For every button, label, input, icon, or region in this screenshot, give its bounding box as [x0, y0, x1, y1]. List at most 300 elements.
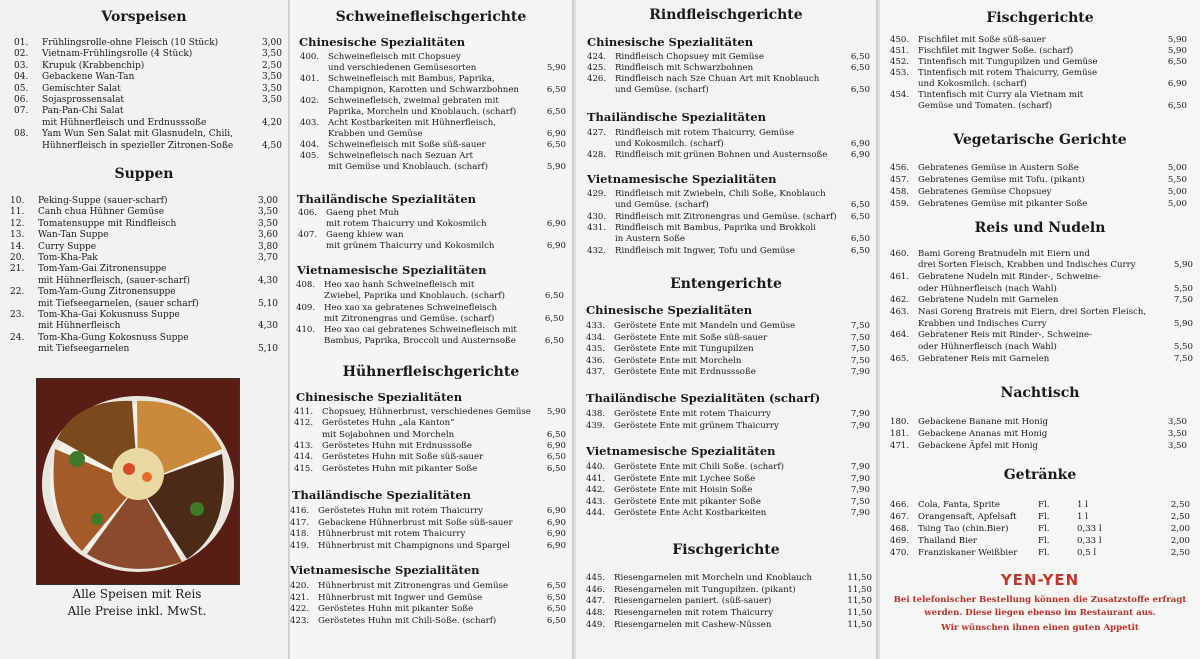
menu-item: [587, 189, 870, 212]
item-number: 180.: [890, 417, 910, 427]
item-name: Gebratene Nudeln mit Garnelen: [918, 295, 1059, 306]
item-price: 5,90: [546, 162, 566, 172]
item-name: Gaeng khiew wan: [326, 230, 404, 240]
subtitle-ente-viet: Vietnamesische Spezialitäten: [586, 444, 776, 458]
section-title-vorspeisen: Vorspeisen: [101, 9, 187, 25]
item-name: Geröstete Ente mit Hoisin Soße: [614, 485, 753, 496]
item-number: 08.: [14, 129, 29, 140]
item-name-line2: oder Hühnerfleisch (nach Wahl): [918, 341, 1057, 352]
item-name: Geröstete Ente mit Mandeln und Gemüse: [614, 321, 796, 331]
item-number: 470.: [890, 548, 910, 558]
item-name: Geröstetes Huhn mit Chili-Soße. (scharf): [318, 615, 497, 626]
item-number: 446.: [586, 584, 606, 595]
item-number: 407.: [298, 230, 318, 240]
item-price: 6,90: [546, 219, 566, 229]
item-number: 02.: [14, 49, 29, 60]
item-price: 11,50: [847, 619, 872, 630]
item-price: 5,00: [1167, 187, 1187, 197]
item-name: Gebackene Ananas mit Honig: [918, 429, 1048, 439]
item-price: 2,00: [1170, 536, 1190, 546]
item-name: Gebratenes Gemüse mit Tofu. (pikant): [918, 175, 1085, 185]
item-name: Rindfleisch nach Sze Chuan Art mit Knoblauch: [615, 74, 820, 84]
item-name: Geröstete Ente mit pikanter Soße: [614, 496, 761, 507]
item-price: 6,50: [1167, 101, 1187, 111]
menu-panel-4: [880, 0, 1200, 659]
menu-item: [586, 356, 870, 368]
item-price: 4,30: [257, 321, 278, 332]
menu-item: [587, 223, 870, 246]
item-name: Franziskaner Weißbier: [918, 548, 1018, 558]
item-name-line2: Hühnerfleisch in spezieller Zitronen-Soße: [42, 140, 234, 151]
item-price: 4,50: [261, 140, 282, 151]
item-name: Hühnerbrust mit Champignons und Spargel: [318, 540, 510, 551]
item-price: 5,50: [1173, 341, 1193, 352]
item-name-line2: mit Zitronengras und Gemüse. (scharf): [324, 313, 495, 324]
item-number: 13.: [10, 230, 25, 241]
item-price: 6,50: [544, 313, 564, 324]
item-name-line2: mit Hühnerfleisch und Erdnusssoße: [42, 117, 207, 128]
item-name-line2: Bambus, Paprika, Broccoli und Austernsoße: [324, 336, 516, 346]
item-price: 6,90: [850, 150, 870, 160]
section-title-ente: Entengerichte: [670, 276, 782, 292]
item-number: 03.: [14, 60, 29, 71]
item-number: 403.: [300, 118, 320, 128]
menu-item: [290, 529, 566, 541]
item-number: 456.: [890, 163, 910, 173]
item-number: 400.: [300, 52, 320, 62]
item-name: Rindfleisch mit rotem Thaicurry, Gemüse: [615, 128, 795, 138]
section-title-vegetarisch: Vegetarische Gerichte: [953, 132, 1127, 148]
item-number: 404.: [300, 140, 320, 150]
menu-item: [890, 295, 1193, 306]
menu-item: [10, 196, 278, 207]
item-number: 430.: [587, 211, 607, 222]
caption-prices: Alle Preise inkl. MwSt.: [67, 604, 207, 618]
item-price: 3,50: [261, 49, 282, 60]
item-name: Gaeng phet Muh: [326, 208, 400, 218]
item-price: 3,50: [1167, 429, 1187, 439]
item-name: Tom-Kha-Gung Kokosnuss Suppe: [38, 332, 189, 343]
subtitle-schwein-thai: Thailändische Spezialitäten: [297, 192, 476, 206]
section-title-huhn: Hühnerfleischgerichte: [342, 364, 520, 380]
item-number: 07.: [14, 106, 29, 117]
item-name-line2: mit grünem Thaicurry und Kokosmilch: [326, 241, 495, 251]
item-number: 411.: [294, 407, 314, 417]
menu-item: [298, 230, 566, 252]
item-price: 11,50: [847, 596, 872, 607]
menu-item: [290, 616, 566, 628]
section-title-nachtisch: Nachtisch: [1000, 385, 1080, 401]
menu-item: [294, 452, 566, 463]
menu-item: [14, 38, 282, 49]
menu-item: [890, 162, 1187, 174]
item-name: Canh chua Hühner Gemüse: [38, 207, 165, 218]
item-number: 459.: [890, 199, 910, 209]
subtitle-huhn-viet: Vietnamesische Spezialitäten: [290, 563, 480, 577]
menu-item: [300, 118, 566, 140]
item-number: 422.: [290, 604, 310, 615]
item-number: 469.: [890, 536, 910, 546]
item-name: Sojasprossensalat: [42, 95, 125, 105]
menu-item: [890, 57, 1187, 68]
menu-item: [300, 140, 566, 151]
menu-item: [586, 596, 872, 608]
notice-line-3: Wir wünschen ihnen einen guten Appetit: [941, 623, 1139, 633]
item-name: Wan-Tan Suppe: [38, 230, 109, 241]
item-name: Tom-Yam-Gai Zitronensuppe: [38, 264, 167, 275]
item-name: Heo xao cai gebratenes Schweinefleisch mit: [324, 325, 517, 335]
menu-panel-3: [576, 0, 876, 659]
item-name: Geröstete Ente mit Chili Soße. (scharf): [614, 462, 784, 472]
item-name-line2: und Kokosmilch. (scharf): [615, 139, 724, 149]
item-volume: 1 l: [1077, 500, 1088, 510]
item-number: 419.: [290, 540, 310, 551]
menu-item: [890, 511, 1190, 523]
item-price: 11,50: [847, 584, 872, 595]
menu-item: [10, 333, 278, 356]
item-name: Hühnerbrust mit Ingwer und Gemüse: [318, 592, 483, 603]
item-price: 7,90: [850, 462, 870, 472]
item-name: Rindfleisch mit Schwarzbohnen: [615, 63, 754, 73]
item-volume: 1 l: [1077, 512, 1088, 522]
subtitle-ente-thai: Thailändische Spezialitäten (scharf): [586, 391, 821, 405]
item-price: 6,50: [544, 336, 564, 346]
item-number: 24.: [10, 332, 25, 343]
item-number: 463.: [890, 307, 910, 318]
item-number: 449.: [586, 619, 606, 630]
menu-item: [890, 272, 1193, 295]
item-price: 6,50: [1167, 57, 1187, 67]
item-name-line2: mit Tiefseegarnelen: [38, 344, 130, 355]
menu-item: [890, 249, 1193, 272]
item-name-line2: drei Sorten Fleisch, Krabben und Indisches Curry: [918, 260, 1136, 271]
item-name: Tomatensuppe mit Rindfleisch: [38, 218, 177, 229]
menu-item: [586, 620, 872, 632]
menu-item: [10, 264, 278, 287]
item-price: 6,90: [546, 529, 566, 540]
restaurant-logo: YEN-YEN: [1000, 571, 1080, 589]
item-price: 3,50: [261, 72, 282, 83]
item-name: Hühnerbrust mit Zitronengras und Gemüse: [318, 581, 509, 591]
item-name-line2: Zwiebel, Paprika und Knoblauch. (scharf): [324, 291, 505, 301]
menu-item: [586, 321, 870, 333]
item-price: 6,50: [546, 592, 566, 603]
item-price: 6,90: [546, 241, 566, 251]
item-name: Gebratenes Gemüse mit pikanter Soße: [918, 199, 1088, 209]
item-price: 6,90: [546, 506, 566, 516]
item-number: 460.: [890, 249, 910, 259]
menu-item: [14, 95, 282, 106]
item-name-line2: und Kokosmilch. (scharf): [918, 79, 1027, 89]
item-price: 5,90: [1173, 260, 1193, 271]
item-price: 6,50: [850, 63, 870, 73]
item-price: 4,30: [257, 275, 278, 286]
menu-item: [586, 485, 870, 497]
menu-item: [890, 46, 1187, 57]
item-price: 7,50: [1173, 353, 1193, 364]
item-price: 3,70: [257, 253, 278, 263]
menu-item: [890, 198, 1187, 210]
menu-item: [586, 585, 872, 597]
menu-item: [14, 49, 282, 60]
menu-item: [294, 407, 566, 418]
item-price: 6,90: [546, 517, 566, 528]
item-price: 6,90: [850, 139, 870, 149]
item-name: Geröstete Ente mit rotem Thaicurry: [614, 409, 771, 419]
item-number: 444.: [586, 508, 606, 519]
menu-item: [296, 325, 564, 347]
item-container: Fl.: [1038, 548, 1050, 558]
item-name: Geröstete Ente mit grünem Thaicurry: [614, 420, 779, 431]
item-number: 14.: [10, 241, 25, 252]
subtitle-rind-viet: Vietnamesische Spezialitäten: [587, 172, 777, 186]
item-number: 427.: [587, 128, 607, 138]
item-name: Cola, Fanta, Sprite: [918, 500, 1000, 510]
item-name: Geröstete Ente mit Morcheln: [614, 355, 742, 366]
menu-item: [890, 90, 1187, 112]
item-name: Yam Wun Sen Salat mit Glasnudeln, Chili,: [42, 129, 233, 140]
subtitle-rind-thai: Thailändische Spezialitäten: [587, 110, 766, 124]
item-price: 11,50: [847, 573, 872, 583]
menu-item: [294, 441, 566, 452]
item-price: 3,00: [261, 38, 282, 48]
section-title-reis-nudeln: Reis und Nudeln: [974, 220, 1106, 236]
item-price: 2,00: [1170, 524, 1190, 534]
menu-item: [586, 462, 870, 474]
notice-line-1: Bei telefonischer Bestellung können die Zusatzstoffe erfragt: [893, 595, 1187, 605]
item-price: 6,50: [850, 85, 870, 95]
menu-item: [890, 535, 1190, 547]
menu-item: [290, 541, 566, 553]
item-number: 457.: [890, 175, 910, 185]
subtitle-rind-chin: Chinesische Spezialitäten: [587, 35, 754, 49]
item-volume: 0,5 l: [1077, 548, 1097, 558]
item-price: 5,00: [1167, 163, 1187, 173]
item-number: 418.: [290, 529, 310, 540]
menu-item: [14, 106, 282, 129]
item-price: 7,50: [850, 496, 870, 507]
menu-item: [587, 52, 870, 63]
item-name: Schweinefleisch mit Soße süß-sauer: [328, 140, 486, 150]
item-name: Tintenfisch mit rotem Thaicurry, Gemüse: [918, 68, 1098, 78]
menu-item: [290, 581, 566, 593]
item-price: 6,50: [546, 452, 566, 463]
item-name: Tom-Kha-Gai Kokusnuss Suppe: [38, 310, 180, 320]
item-name: Gebackene Hühnerbrust mit Soße süß-sauer: [318, 517, 513, 528]
item-number: 408.: [296, 280, 316, 290]
item-name: Tintenfisch mit Curry ala Vietnam mit: [918, 90, 1084, 100]
item-name: Geröstetes Huhn mit Soße süß-sauer: [322, 452, 484, 463]
subtitle-huhn-chin: Chinesische Spezialitäten: [296, 390, 463, 404]
item-number: 01.: [14, 38, 29, 48]
item-number: 425.: [587, 63, 607, 73]
item-name: Hühnerbrust mit rotem Thaicurry: [318, 529, 466, 540]
menu-item: [890, 174, 1187, 186]
menu-item: [890, 428, 1187, 440]
item-number: 466.: [890, 500, 910, 510]
item-name: Gebackene Wan-Tan: [42, 72, 135, 83]
item-name: Riesengarnelen mit Tungupilzen. (pikant): [614, 584, 796, 595]
menu-panel-2: [290, 0, 572, 659]
item-name: Fischfilet mit Soße süß-sauer: [918, 35, 1046, 45]
item-price: 3,60: [257, 230, 278, 241]
item-name: Gebratener Reis mit Rinder-, Schweine-: [918, 330, 1092, 341]
item-price: 3,50: [257, 218, 278, 229]
item-number: 453.: [890, 68, 910, 78]
section-title-getraenke: Getränke: [1003, 467, 1077, 483]
menu-item: [10, 242, 278, 253]
item-number: 417.: [290, 517, 310, 528]
item-name-line2: mit Hühnerfleisch: [38, 321, 121, 332]
item-name-line2: mit Tiefseegarnelen, (sauer scharf): [38, 298, 199, 309]
item-price: 7,50: [850, 355, 870, 366]
item-number: 415.: [294, 463, 314, 474]
item-number: 458.: [890, 187, 910, 197]
item-name: Riesengarnelen mit Cashew-Nüssen: [614, 619, 772, 630]
item-number: 428.: [587, 150, 607, 160]
item-name: Schweinefleisch mit Chopsuey: [328, 52, 461, 62]
menu-item: [586, 474, 870, 486]
item-number: 414.: [294, 452, 314, 463]
item-number: 437.: [586, 367, 606, 378]
item-price: 6,50: [546, 615, 566, 626]
menu-item: [294, 464, 566, 475]
item-number: 429.: [587, 189, 607, 199]
item-number: 467.: [890, 512, 910, 522]
item-number: 436.: [586, 355, 606, 366]
item-number: 441.: [586, 473, 606, 484]
section-title-schwein: Schweinefleischgerichte: [335, 9, 527, 25]
item-number: 05.: [14, 83, 29, 94]
item-price: 7,90: [850, 409, 870, 419]
menu-item: [14, 129, 282, 152]
menu-item: [10, 310, 278, 333]
item-price: 5,50: [1173, 283, 1193, 294]
item-price: 5,90: [1173, 318, 1193, 329]
item-price: 3,50: [1167, 417, 1187, 427]
item-name: Gebratene Nudeln mit Rinder-, Schweine-: [918, 272, 1102, 283]
item-price: 5,90: [1167, 46, 1187, 56]
item-name: Geröstetes Huhn mit Erdnusssoße: [322, 440, 472, 451]
menu-item: [890, 354, 1193, 365]
menu-item: [14, 72, 282, 83]
menu-item: [586, 573, 872, 585]
item-number: 06.: [14, 95, 29, 105]
item-price: 6,50: [546, 140, 566, 150]
item-name: Orangensaft, Apfelsaft: [918, 512, 1017, 522]
item-number: 465.: [890, 353, 910, 364]
item-name: Geröstetes Huhn „ala Kanton“: [322, 418, 455, 429]
item-name: Schweinefleisch mit Bambus, Paprika,: [328, 74, 495, 84]
item-number: 421.: [290, 592, 310, 603]
menu-item: [300, 52, 566, 74]
item-volume: 0,33 l: [1077, 524, 1102, 534]
item-name: Heo xao xa gebratenes Schweinefleisch: [324, 302, 498, 313]
item-price: 6,50: [850, 52, 870, 62]
item-name: Rindfleisch mit Zitronengras und Gemüse. (scharf): [615, 211, 837, 222]
item-name: Schweinefleisch, zweimal gebraten mit: [328, 96, 499, 106]
menu-item: [290, 518, 566, 530]
menu-item: [290, 593, 566, 605]
item-number: 11.: [10, 207, 25, 218]
item-number: 413.: [294, 440, 314, 451]
item-number: 433.: [586, 321, 606, 331]
item-price: 11,50: [847, 608, 872, 619]
subtitle-schwein-chin: Chinesische Spezialitäten: [299, 35, 466, 49]
item-name: Gebratenes Gemüse in Austern Soße: [918, 163, 1079, 173]
item-number: 471.: [890, 441, 910, 451]
item-number: 402.: [300, 96, 320, 106]
item-number: 420.: [290, 581, 310, 591]
item-name: Gebratenes Gemüse Chopsuey: [918, 187, 1052, 197]
menu-item: [586, 409, 870, 421]
menu-item: [890, 499, 1190, 511]
menu-item: [294, 418, 566, 441]
menu-item: [300, 96, 566, 118]
menu-item: [296, 280, 564, 302]
item-name: Rindfleisch mit grünen Bohnen und Austernsoße: [615, 150, 828, 160]
menu-item: [14, 61, 282, 72]
item-name: Schweinefleisch nach Sezuan Art: [328, 151, 474, 161]
menu-panel-1: [0, 0, 288, 659]
item-name: Geröstete Ente Acht Kostbarkeiten: [614, 508, 767, 519]
item-name-line2: mit Gemüse und Knoblauch. (scharf): [328, 162, 488, 172]
item-number: 438.: [586, 409, 606, 419]
item-name: Rindfleisch Chopsuey mit Gemüse: [615, 52, 764, 62]
item-name: Geröstete Ente mit Lychee Soße: [614, 473, 756, 484]
menu-item: [587, 150, 870, 161]
menu-item: [890, 186, 1187, 198]
item-name: Gebackene Banane mit Honig: [918, 417, 1049, 427]
item-price: 6,90: [546, 440, 566, 451]
menu-item: [890, 307, 1193, 330]
item-number: 20.: [10, 253, 25, 263]
item-price: 6,50: [850, 245, 870, 256]
item-price: 7,50: [850, 321, 870, 331]
menu-item: [300, 74, 566, 96]
item-number: 442.: [586, 485, 606, 496]
item-name: Geröstete Ente mit Erdnusssoße: [614, 367, 756, 378]
item-price: 6,50: [546, 429, 566, 440]
item-name: Pan-Pan-Chi Salat: [42, 106, 124, 117]
item-name: Geröstetes Huhn mit rotem Thaicurry: [318, 506, 484, 516]
item-number: 439.: [586, 420, 606, 431]
menu-item: [890, 547, 1190, 559]
item-number: 181.: [890, 429, 910, 439]
menu-item: [890, 416, 1187, 428]
menu-item: [890, 68, 1187, 90]
item-price: 5,90: [546, 63, 566, 73]
item-price: 2,50: [1170, 500, 1190, 510]
item-name-line2: mit rotem Thaicurry und Kokosmilch: [326, 219, 487, 229]
item-number: 406.: [298, 208, 318, 218]
item-container: Fl.: [1038, 536, 1050, 546]
menu-item: [10, 287, 278, 310]
item-number: 435.: [586, 344, 606, 355]
item-number: 445.: [586, 573, 606, 583]
section-title-fisch-2: Fischgerichte: [986, 10, 1094, 26]
item-name-line2: in Austern Soße: [615, 234, 685, 245]
item-price: 2,50: [1170, 512, 1190, 522]
item-name: Heo xao hanh Schweinefleisch mit: [324, 280, 475, 290]
item-name: Fischfilet mit Ingwer Soße. (scharf): [918, 46, 1074, 56]
item-price: 5,90: [1167, 35, 1187, 45]
item-price: 2,50: [1170, 548, 1190, 558]
menu-item: [586, 608, 872, 620]
item-price: 6,50: [850, 211, 870, 222]
menu-item: [10, 219, 278, 230]
item-number: 412.: [294, 418, 314, 429]
